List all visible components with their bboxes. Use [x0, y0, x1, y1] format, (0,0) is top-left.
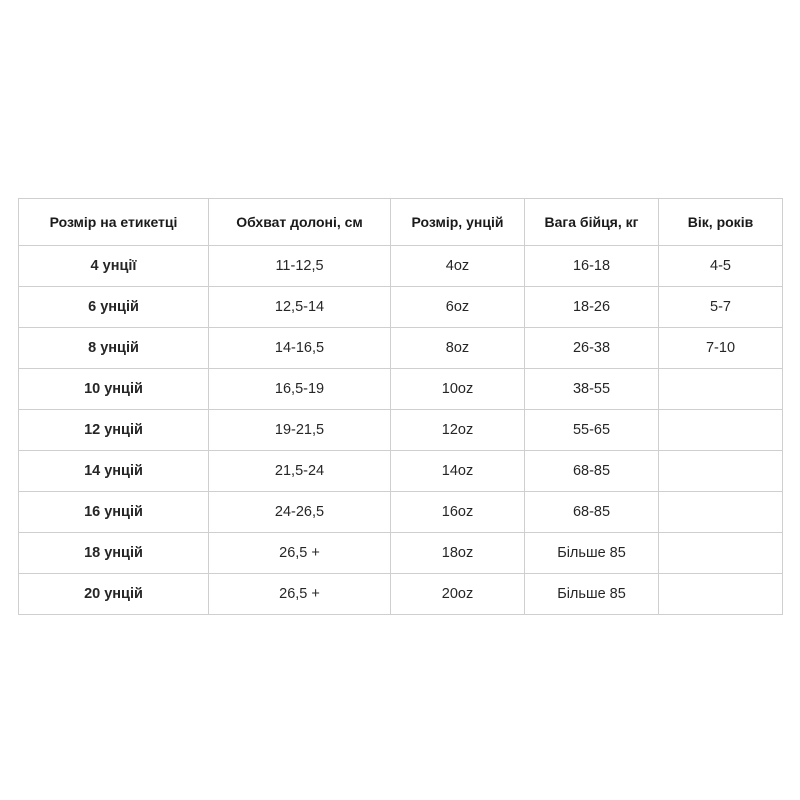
boxing-glove-size-table [18, 198, 783, 615]
column-header-fighter-weight: Вага бійця, кг [525, 199, 659, 246]
cell-fighter-weight: 55-65 [525, 410, 659, 451]
cell-size-oz: 12oz [391, 410, 525, 451]
table-row [19, 369, 783, 410]
table-row [19, 451, 783, 492]
cell-palm-circumference: 26,5 + [209, 533, 391, 574]
cell-age [659, 492, 783, 533]
cell-size-oz: 10oz [391, 369, 525, 410]
cell-age [659, 574, 783, 615]
cell-size-oz: 6oz [391, 287, 525, 328]
cell-age [659, 369, 783, 410]
cell-palm-circumference: 14-16,5 [209, 328, 391, 369]
column-header-palm-circumference: Обхват долоні, см [209, 199, 391, 246]
table-row [19, 492, 783, 533]
cell-label-size: 18 унцій [19, 533, 209, 574]
table-body [19, 246, 783, 615]
cell-size-oz: 14oz [391, 451, 525, 492]
table-header [19, 199, 783, 246]
column-header-size-oz: Розмір, унцій [391, 199, 525, 246]
table-row [19, 287, 783, 328]
cell-palm-circumference: 24-26,5 [209, 492, 391, 533]
table-header-row [19, 199, 783, 246]
cell-palm-circumference: 19-21,5 [209, 410, 391, 451]
column-header-age: Вік, років [659, 199, 783, 246]
cell-size-oz: 20oz [391, 574, 525, 615]
table-row [19, 574, 783, 615]
cell-fighter-weight: 68-85 [525, 492, 659, 533]
cell-size-oz: 18oz [391, 533, 525, 574]
cell-label-size: 8 унцій [19, 328, 209, 369]
size-chart-container [18, 198, 782, 615]
cell-age: 4-5 [659, 246, 783, 287]
cell-fighter-weight: 68-85 [525, 451, 659, 492]
cell-label-size: 10 унцій [19, 369, 209, 410]
table-row [19, 246, 783, 287]
cell-fighter-weight: 26-38 [525, 328, 659, 369]
cell-label-size: 6 унцій [19, 287, 209, 328]
cell-size-oz: 4oz [391, 246, 525, 287]
cell-size-oz: 8oz [391, 328, 525, 369]
cell-palm-circumference: 26,5 + [209, 574, 391, 615]
cell-palm-circumference: 11-12,5 [209, 246, 391, 287]
cell-label-size: 12 унцій [19, 410, 209, 451]
table-row [19, 328, 783, 369]
cell-age [659, 410, 783, 451]
cell-age: 5-7 [659, 287, 783, 328]
cell-fighter-weight: Більше 85 [525, 533, 659, 574]
cell-size-oz: 16oz [391, 492, 525, 533]
cell-age: 7-10 [659, 328, 783, 369]
cell-fighter-weight: 16-18 [525, 246, 659, 287]
cell-label-size: 16 унцій [19, 492, 209, 533]
cell-palm-circumference: 12,5-14 [209, 287, 391, 328]
column-header-label-size: Розмір на етикетці [19, 199, 209, 246]
cell-palm-circumference: 21,5-24 [209, 451, 391, 492]
cell-age [659, 451, 783, 492]
table-row [19, 410, 783, 451]
cell-fighter-weight: Більше 85 [525, 574, 659, 615]
cell-label-size: 20 унцій [19, 574, 209, 615]
cell-palm-circumference: 16,5-19 [209, 369, 391, 410]
cell-label-size: 4 унції [19, 246, 209, 287]
cell-label-size: 14 унцій [19, 451, 209, 492]
table-row [19, 533, 783, 574]
cell-fighter-weight: 18-26 [525, 287, 659, 328]
cell-age [659, 533, 783, 574]
cell-fighter-weight: 38-55 [525, 369, 659, 410]
